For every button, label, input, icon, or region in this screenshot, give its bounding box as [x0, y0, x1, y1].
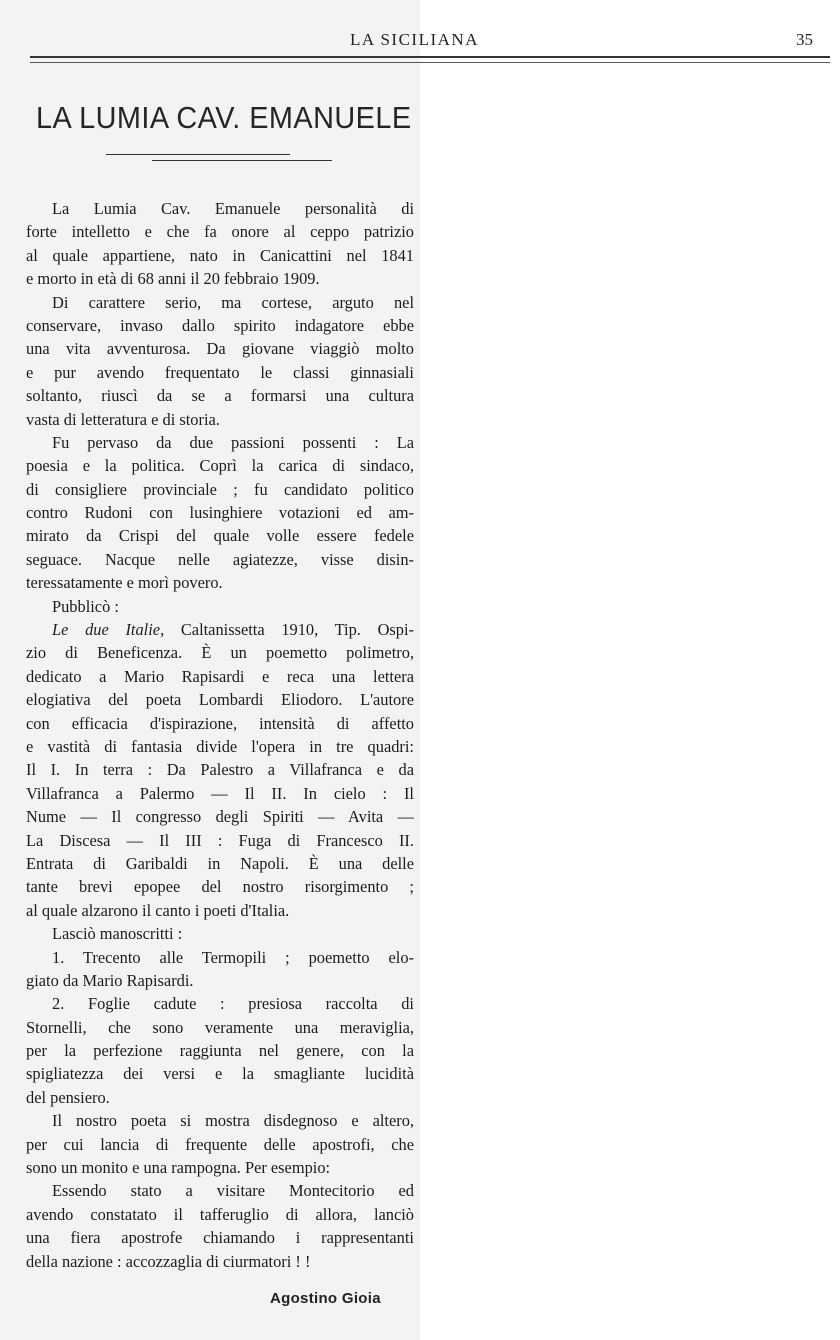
body-line: 1. Trecento alle Termopili ; poemetto elo- [52, 947, 414, 967]
article-title: LA LUMIA CAV. EMANUELE [36, 100, 412, 135]
body-line: contro Rudoni con lusinghiere votazioni ed am- [26, 503, 414, 523]
body-line: sono un monito e una rampogna. Per esempio: [26, 1158, 331, 1178]
body-line: e vastità di fantasia divide l'opera in tre quadri: [26, 736, 414, 756]
body-line-text: , Caltanissetta 1910, Tip. Ospi- [160, 620, 414, 640]
body-line: Il I. In terra : Da Palestro a Villafranca e da [26, 760, 414, 780]
body-line: Fu pervaso da due passioni possenti : La [52, 432, 414, 452]
body-line: Stornelli, che sono veramente una meraviglia, [26, 1017, 414, 1037]
body-line: Lasciò manoscritti : [52, 924, 183, 944]
body-line: Di carattere serio, ma cortese, arguto nel [52, 292, 414, 312]
running-title: LA SICILIANA [350, 30, 479, 49]
body-line: di consigliere provinciale ; fu candidato politico [26, 479, 414, 499]
body-line: Nume — Il congresso degli Spiriti — Avita — [26, 807, 414, 827]
body-line: teressatamente e morì povero. [26, 573, 223, 593]
body-line: una fiera apostrofe chiamando i rappresentanti [26, 1228, 414, 1248]
body-line: zio di Beneficenza. È un poemetto polimetro, [26, 643, 414, 663]
body-line: mirato da Crispi del quale volle essere fedele [26, 526, 414, 546]
header-rule-thick [30, 56, 830, 58]
body-line: e morto in età di 68 anni il 20 febbraio 1909. [26, 269, 320, 289]
body-line: elogiativa del poeta Lombardi Eliodoro. L'autore [26, 690, 414, 710]
body-line: una vita avventurosa. Da giovane viaggiò molto [26, 339, 414, 359]
body-line: Entrata di Garibaldi in Napoli. È una delle [26, 853, 414, 873]
body-line: Pubblicò : [52, 596, 119, 616]
body-line [26, 618, 414, 641]
title-underline-lower [152, 160, 332, 161]
body-line: vasta di letteratura e di storia. [26, 409, 220, 429]
body-line: dedicato a Mario Rapisardi e reca una lettera [26, 666, 414, 686]
body-line: forte intelletto e che fa onore al ceppo patrizio [26, 222, 414, 242]
body-line: e pur avendo frequentato le classi ginnasiali [26, 362, 414, 382]
body-line: spigliatezza dei versi e la smagliante lucidità [26, 1064, 414, 1084]
body-line: Villafranca a Palermo — Il II. In cielo : Il [26, 783, 414, 803]
title-underline-upper [106, 154, 290, 155]
body-line: conservare, invaso dallo spirito indagatore ebbe [26, 315, 414, 335]
body-line: poesia e la politica. Coprì la carica di sindaco, [26, 456, 414, 476]
page-number: 35 [796, 30, 813, 49]
body-line: Il nostro poeta si mostra disdegnoso e altero, [52, 1111, 414, 1131]
body-line: Essendo stato a visitare Montecitorio ed [52, 1181, 414, 1201]
body-line: seguace. Nacque nelle agiatezze, visse disin- [26, 549, 414, 569]
article-body [26, 197, 414, 1273]
body-line: della nazione : accozzaglia di ciurmatori ! ! [26, 1251, 311, 1271]
body-line: del pensiero. [26, 1087, 110, 1107]
body-line: per cui lancia di frequente delle apostrofi, che [26, 1134, 414, 1154]
body-line: con efficacia d'ispirazione, intensità di affetto [26, 713, 414, 733]
body-line: La Lumia Cav. Emanuele personalità di [52, 199, 414, 218]
body-line: al quale appartiene, nato in Canicattini nel 1841 [26, 245, 414, 265]
body-line: giato da Mario Rapisardi. [26, 970, 194, 990]
header-rule-thin [30, 62, 830, 63]
body-line: al quale alzarono il canto i poeti d'Italia. [26, 900, 290, 920]
body-line: La Discesa — Il III : Fuga di Francesco II. [26, 830, 414, 850]
body-line: per la perfezione raggiunta nel genere, con la [26, 1041, 414, 1061]
author-signature: Agostino Gioia [270, 1290, 381, 1307]
body-line: avendo constatato il tafferuglio di allora, lanciò [26, 1204, 414, 1224]
running-header [0, 28, 840, 52]
body-line: tante brevi epopee del nostro risorgimento ; [26, 877, 414, 897]
body-line: 2. Foglie cadute : presiosa raccolta di [52, 994, 414, 1014]
body-line: soltanto, riuscì da se a formarsi una cultura [26, 386, 414, 406]
book-title: Le due Italie [52, 620, 161, 640]
